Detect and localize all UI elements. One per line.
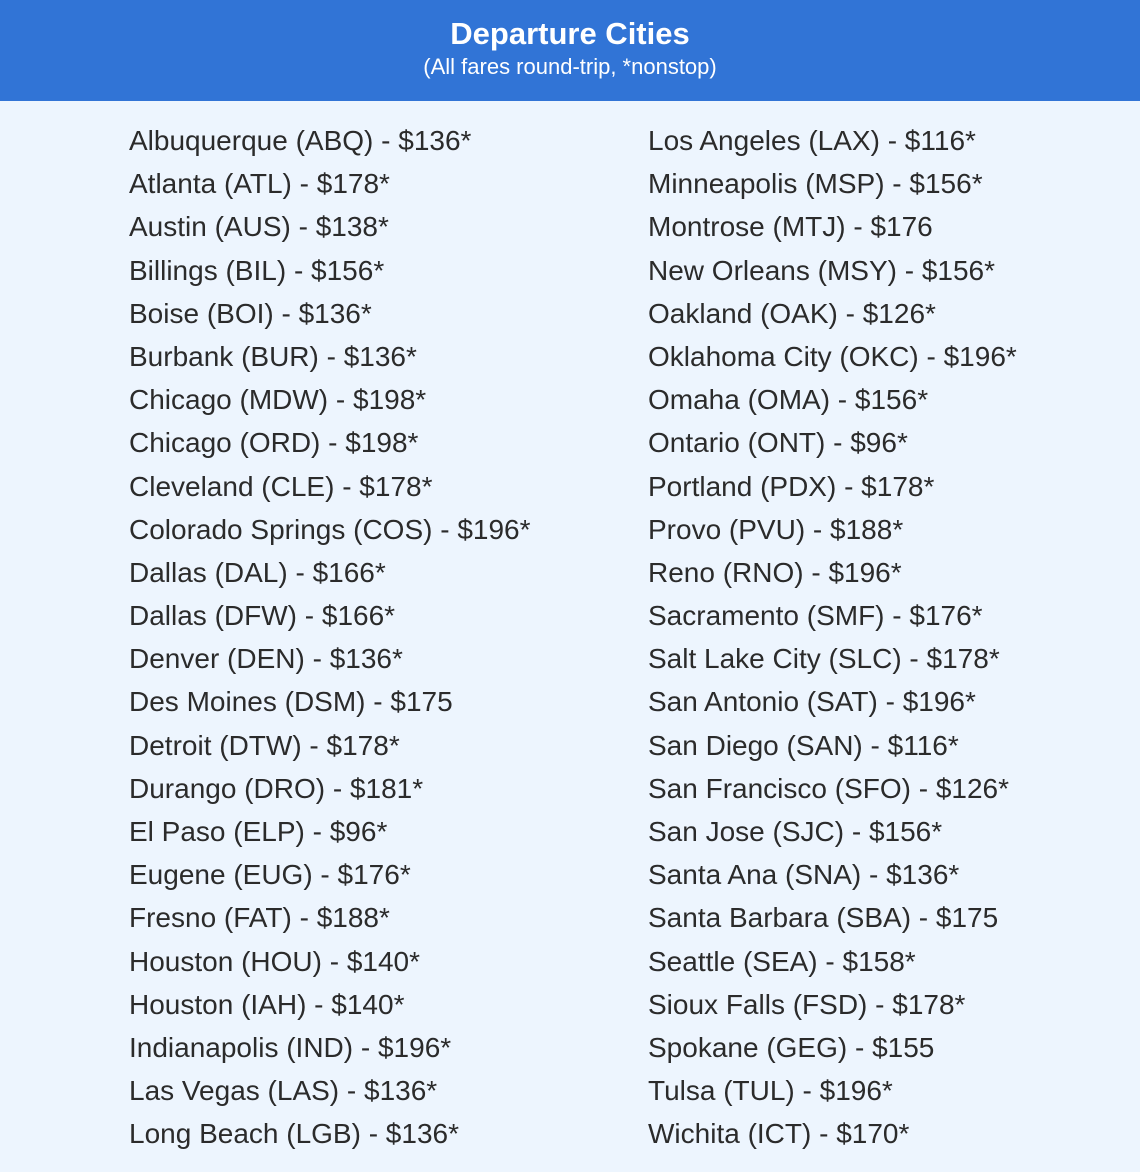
list-item: Fresno (FAT) - $188* [129,902,390,934]
header-banner [0,0,1140,101]
list-item: Burbank (BUR) - $136* [129,340,417,372]
list-item: Colorado Springs (COS) - $196* [129,513,531,545]
list-item: Atlanta (ATL) - $178* [129,168,390,200]
list-item: Boise (BOI) - $136* [129,297,372,329]
list-item: Reno (RNO) - $196* [648,556,902,588]
list-item: San Diego (SAN) - $116* [648,729,959,761]
list-item: Billings (BIL) - $156* [129,254,385,286]
list-item: Portland (PDX) - $178* [648,470,935,502]
list-item: San Antonio (SAT) - $196* [648,686,976,718]
list-item: Chicago (MDW) - $198* [129,384,427,416]
list-item: Salt Lake City (SLC) - $178* [648,643,1000,675]
list-item: Santa Barbara (SBA) - $175 [648,902,999,934]
list-item: Houston (HOU) - $140* [129,945,421,977]
list-item: Dallas (DFW) - $166* [129,600,396,632]
page-title: Departure Cities [450,16,690,51]
departure-cities-left-column [129,119,531,1156]
list-item: Durango (DRO) - $181* [129,772,424,804]
list-item: Sacramento (SMF) - $176* [648,600,983,632]
list-item: Detroit (DTW) - $178* [129,729,400,761]
list-item: Provo (PVU) - $188* [648,513,904,545]
list-item: Wichita (ICT) - $170* [648,1118,910,1150]
list-item: San Jose (SJC) - $156* [648,816,943,847]
list-item: Cleveland (CLE) - $178* [129,470,433,502]
list-item: Albuquerque (ABQ) - $136* [129,125,472,156]
list-item: Indianapolis (IND) - $196* [129,1031,452,1063]
list-item: Des Moines (DSM) - $175 [129,686,453,718]
list-item: Houston (IAH) - $140* [129,988,405,1020]
list-item: Minneapolis (MSP) - $156* [648,168,983,200]
list-item: El Paso (ELP) - $96* [129,816,388,847]
list-item: Oakland (OAK) - $126* [648,297,936,329]
list-item: Los Angeles (LAX) - $116* [648,125,976,156]
list-item: Long Beach (LGB) - $136* [129,1118,459,1150]
page-subtitle: (All fares round-trip, *nonstop) [423,54,717,79]
list-item: Eugene (EUG) - $176* [129,859,411,891]
list-item: San Francisco (SFO) - $126* [648,772,1010,804]
list-item: Chicago (ORD) - $198* [129,427,419,459]
list-item: Oklahoma City (OKC) - $196* [648,340,1017,372]
list-item: Ontario (ONT) - $96* [648,427,908,459]
list-item: Dallas (DAL) - $166* [129,556,386,588]
list-item: Omaha (OMA) - $156* [648,384,929,416]
list-item: Montrose (MTJ) - $176 [648,211,933,243]
list-item: Las Vegas (LAS) - $136* [129,1075,438,1107]
list-item: Spokane (GEG) - $155 [648,1031,935,1063]
list-item: Tulsa (TUL) - $196* [648,1075,893,1107]
list-item: New Orleans (MSY) - $156* [648,254,996,286]
list-item: Seattle (SEA) - $158* [648,945,916,977]
departure-cities-right-column [648,119,1017,1156]
list-item: Austin (AUS) - $138* [129,211,389,243]
list-item: Denver (DEN) - $136* [129,643,403,675]
list-item: Santa Ana (SNA) - $136* [648,859,960,891]
list-item: Sioux Falls (FSD) - $178* [648,988,966,1020]
